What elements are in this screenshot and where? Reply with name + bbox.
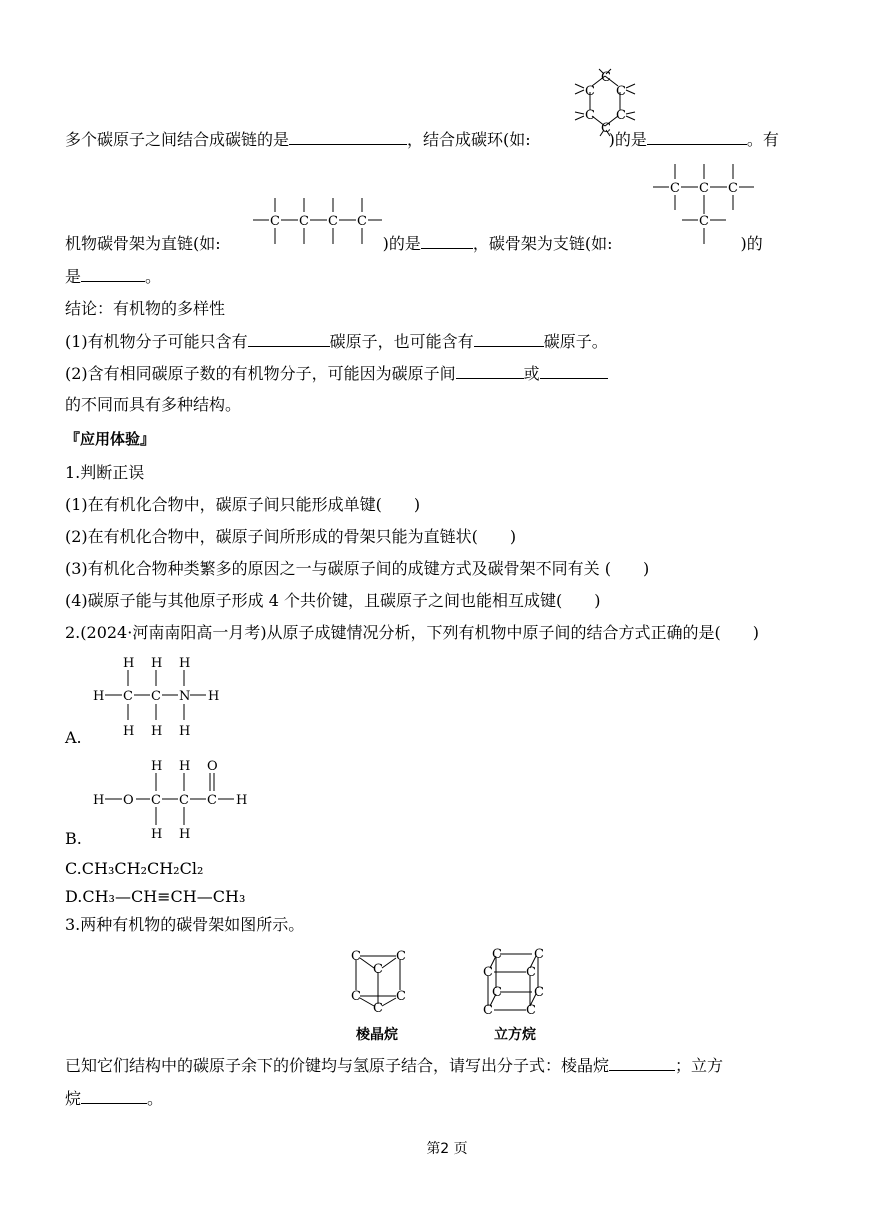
atom-c: C [526,1003,536,1018]
atom-c: C [373,962,383,977]
atom-c: C [351,949,361,964]
atom-c: C [601,70,611,85]
atom-h: H [151,827,163,842]
intro-line-1: 多个碳原子之间结合成碳链的是 ，结合成碳环(如: )的是 。有 [65,130,779,149]
atom-c: C [123,689,133,704]
atom-c: C [351,989,361,1004]
intro-line-2: 机物碳骨架为直链(如: )的是 ，碳骨架为支链(如: )的 [65,234,763,253]
atom-c: C [373,1001,383,1016]
intro-line-3: 是 。 [65,267,162,286]
atom-c: C [728,181,738,196]
q3-stem: 3.两种有机物的碳骨架如图所示。 [65,915,305,934]
atom-c: C [396,949,406,964]
atom-c: C [483,1003,493,1018]
atom-o: O [123,793,134,808]
cubane-diagram [476,944,552,1020]
blank-4 [81,265,145,282]
atom-c: C [270,214,280,229]
q2-stem: 2.(2024·河南南阳高一月考)从原子成键情况分析，下列有机物中原子间的结合方式正确的是( ) [65,623,760,642]
atom-c: C [492,985,502,1000]
q3-answer-line-2: 烷 。 [65,1089,164,1108]
atom-c: C [151,689,161,704]
blank-10 [81,1087,147,1104]
atom-c: C [534,985,544,1000]
conclusion-point-2: (2)含有相同碳原子数的有机物分子，可能因为碳原子间 或 [65,362,608,385]
q2-option-c: C.CH₃CH₂CH₂Cl₂ [65,859,204,878]
branched-chain-diagram [650,158,760,248]
atom-h: H [179,656,191,671]
atom-c: C [585,84,595,99]
q1-title: 1.判断正误 [65,463,145,482]
conclusion-point-2-cont: 的不同而具有多种结构。 [65,395,242,414]
atom-h: H [179,724,191,739]
atom-h: H [179,827,191,842]
atom-c: C [299,214,309,229]
blank-8 [540,362,608,379]
section-heading: 『应用体验』 [65,430,156,448]
atom-n: N [179,689,191,704]
atom-c: C [483,965,493,980]
conclusion-point-1: (1)有机物分子可能只含有 碳原子，也可能含有 碳原子。 [65,332,608,351]
atom-h: H [123,656,135,671]
atom-h: H [151,759,163,774]
atom-c: C [616,84,626,99]
atom-h: H [123,724,135,739]
atom-c: C [179,793,189,808]
atom-c: C [396,989,406,1004]
cubane-label: 立方烷 [494,1027,536,1043]
option-a-structure [90,652,230,738]
atom-c: C [526,965,536,980]
blank-9 [609,1054,675,1071]
atom-c: C [328,214,338,229]
atom-c: C [670,181,680,196]
atom-c: C [585,108,595,123]
q1-item-2: (2)在有机化合物中，碳原子间所形成的骨架只能为直链状( ) [65,527,517,546]
atom-c: C [151,793,161,808]
blank-6 [474,330,544,347]
conclusion-title: 结论：有机物的多样性 [65,299,226,318]
page-number: 第2 页 [426,1141,468,1157]
q1-item-3: (3)有机化合物种类繁多的原因之一与碳原子间的成键方式及碳骨架不同有关 ( ) [65,559,650,578]
atom-c: C [616,108,626,123]
carbon-ring-diagram [570,64,640,144]
q2-option-a-label: A. [65,728,82,747]
atom-h: H [151,656,163,671]
blank-2 [647,128,747,145]
atom-c: C [207,793,217,808]
atom-c: C [699,181,709,196]
q3-answer-line-1: 已知它们结构中的碳原子余下的价键均与氢原子结合，请写出分子式：棱晶烷 ；立方 [65,1056,724,1075]
prismane-label: 棱晶烷 [356,1027,398,1043]
blank-5 [248,330,330,347]
prismane-diagram [348,944,412,1014]
atom-c: C [534,947,544,962]
blank-1 [289,128,407,145]
q2-option-b-label: B. [65,829,82,848]
atom-o: O [207,759,218,774]
q2-option-d: D.CH₃—CH≡CH—CH₃ [65,887,246,906]
atom-c: C [492,947,502,962]
q1-item-1: (1)在有机化合物中，碳原子间只能形成单键( ) [65,495,421,514]
atom-h: H [208,689,220,704]
option-b-structure [90,755,260,841]
straight-chain-diagram [250,192,385,248]
atom-h: H [93,689,105,704]
atom-c: C [601,121,611,136]
q1-item-4: (4)碳原子能与其他原子形成 4 个共价键，且碳原子之间也能相互成键( ) [65,591,601,610]
blank-7 [456,362,524,379]
atom-h: H [151,724,163,739]
atom-h: H [236,793,248,808]
atom-h: H [179,759,191,774]
blank-3 [421,232,473,249]
atom-c: C [357,214,367,229]
atom-h: H [93,793,105,808]
atom-c: C [699,214,709,229]
